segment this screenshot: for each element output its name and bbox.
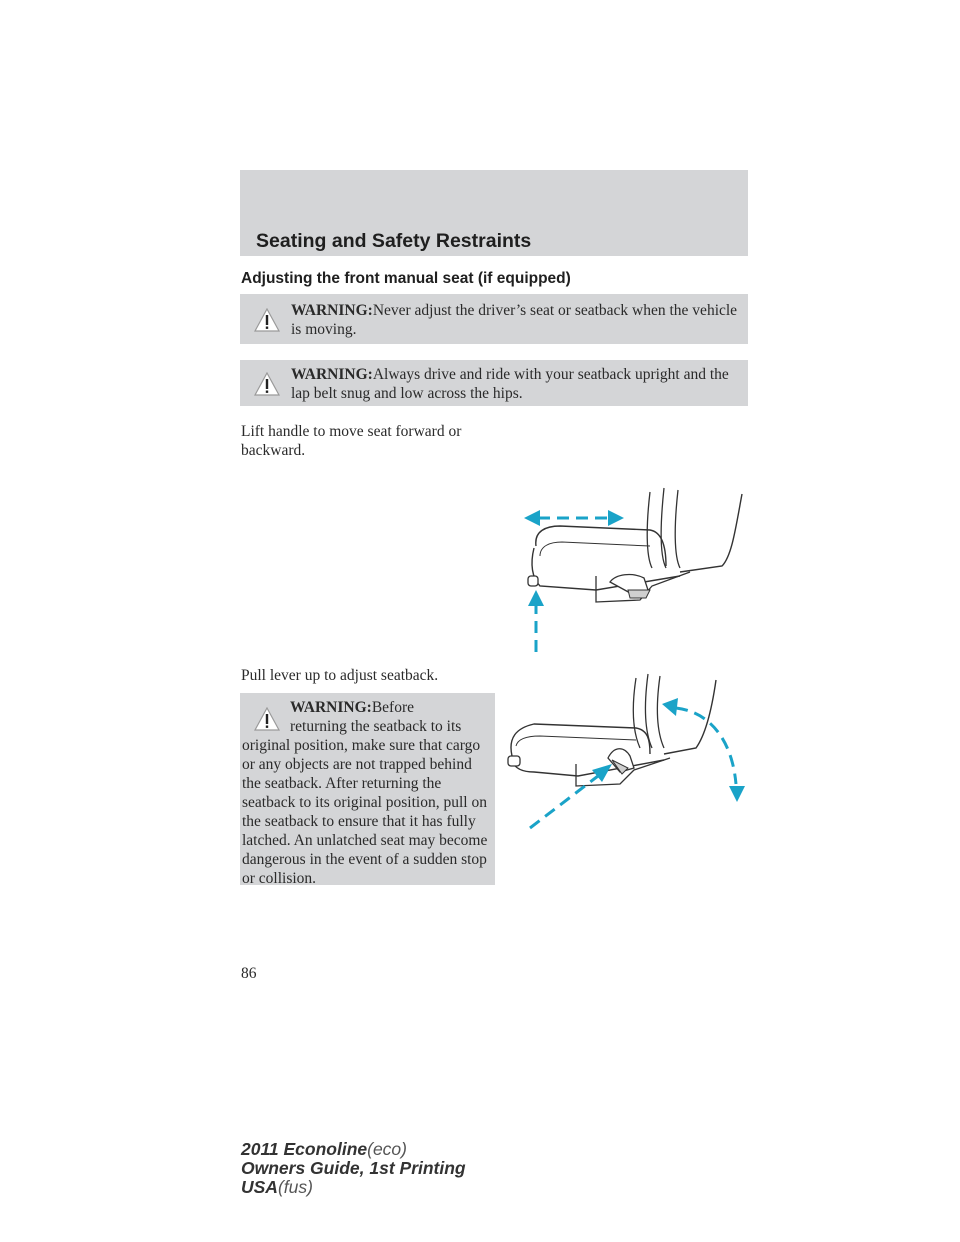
- section-title: Adjusting the front manual seat (if equipped): [241, 270, 571, 287]
- warning-box-1: [240, 294, 748, 344]
- warning-body: returning the seatback to its original position, make sure that cargo or any objects are not trapped behind the seatback. After returning the seatback to its original position, pull on the seatback to ensure that it has fully latched. An unlatched seat may become dangerous in the event of a sudden stop or collision.: [242, 718, 488, 887]
- pull-lever-instruction: Pull lever up to adjust seatback.: [241, 667, 439, 684]
- footer-market-code: (fus): [277, 1177, 313, 1197]
- warning-triangle-icon: [254, 308, 280, 332]
- warning-triangle-icon: [254, 372, 280, 396]
- footer-model: 2011 Econoline: [241, 1139, 368, 1159]
- warning-box-2: [240, 360, 748, 406]
- footer-market: USA: [241, 1177, 278, 1197]
- page-number: 86: [241, 965, 257, 982]
- seat-fore-aft-illustration: [500, 486, 760, 656]
- warning-box-3: [240, 693, 495, 885]
- footer-guide: Owners Guide, 1st Printing: [241, 1158, 466, 1178]
- page-header-title: Seating and Safety Restraints: [256, 230, 532, 252]
- warning-label: WARNING:: [291, 302, 373, 319]
- warning-text: [291, 365, 739, 403]
- warning-label: WARNING:: [291, 366, 373, 383]
- warning-body: Never adjust the driver’s seat or seatback when the vehicle is moving.: [291, 302, 738, 338]
- footer-printing-info: [241, 1140, 466, 1197]
- warning-text: [242, 698, 492, 888]
- warning-body: Always drive and ride with your seatback upright and the lap belt snug and low across the hips.: [291, 366, 729, 402]
- seatback-recline-illustration: [500, 664, 760, 854]
- footer-model-code: (eco): [367, 1139, 407, 1159]
- warning-text: [291, 301, 739, 339]
- warning-body-first: Before: [371, 699, 414, 716]
- lift-handle-instruction: Lift handle to move seat forward or backward.: [241, 423, 462, 459]
- warning-label: WARNING:: [290, 699, 372, 716]
